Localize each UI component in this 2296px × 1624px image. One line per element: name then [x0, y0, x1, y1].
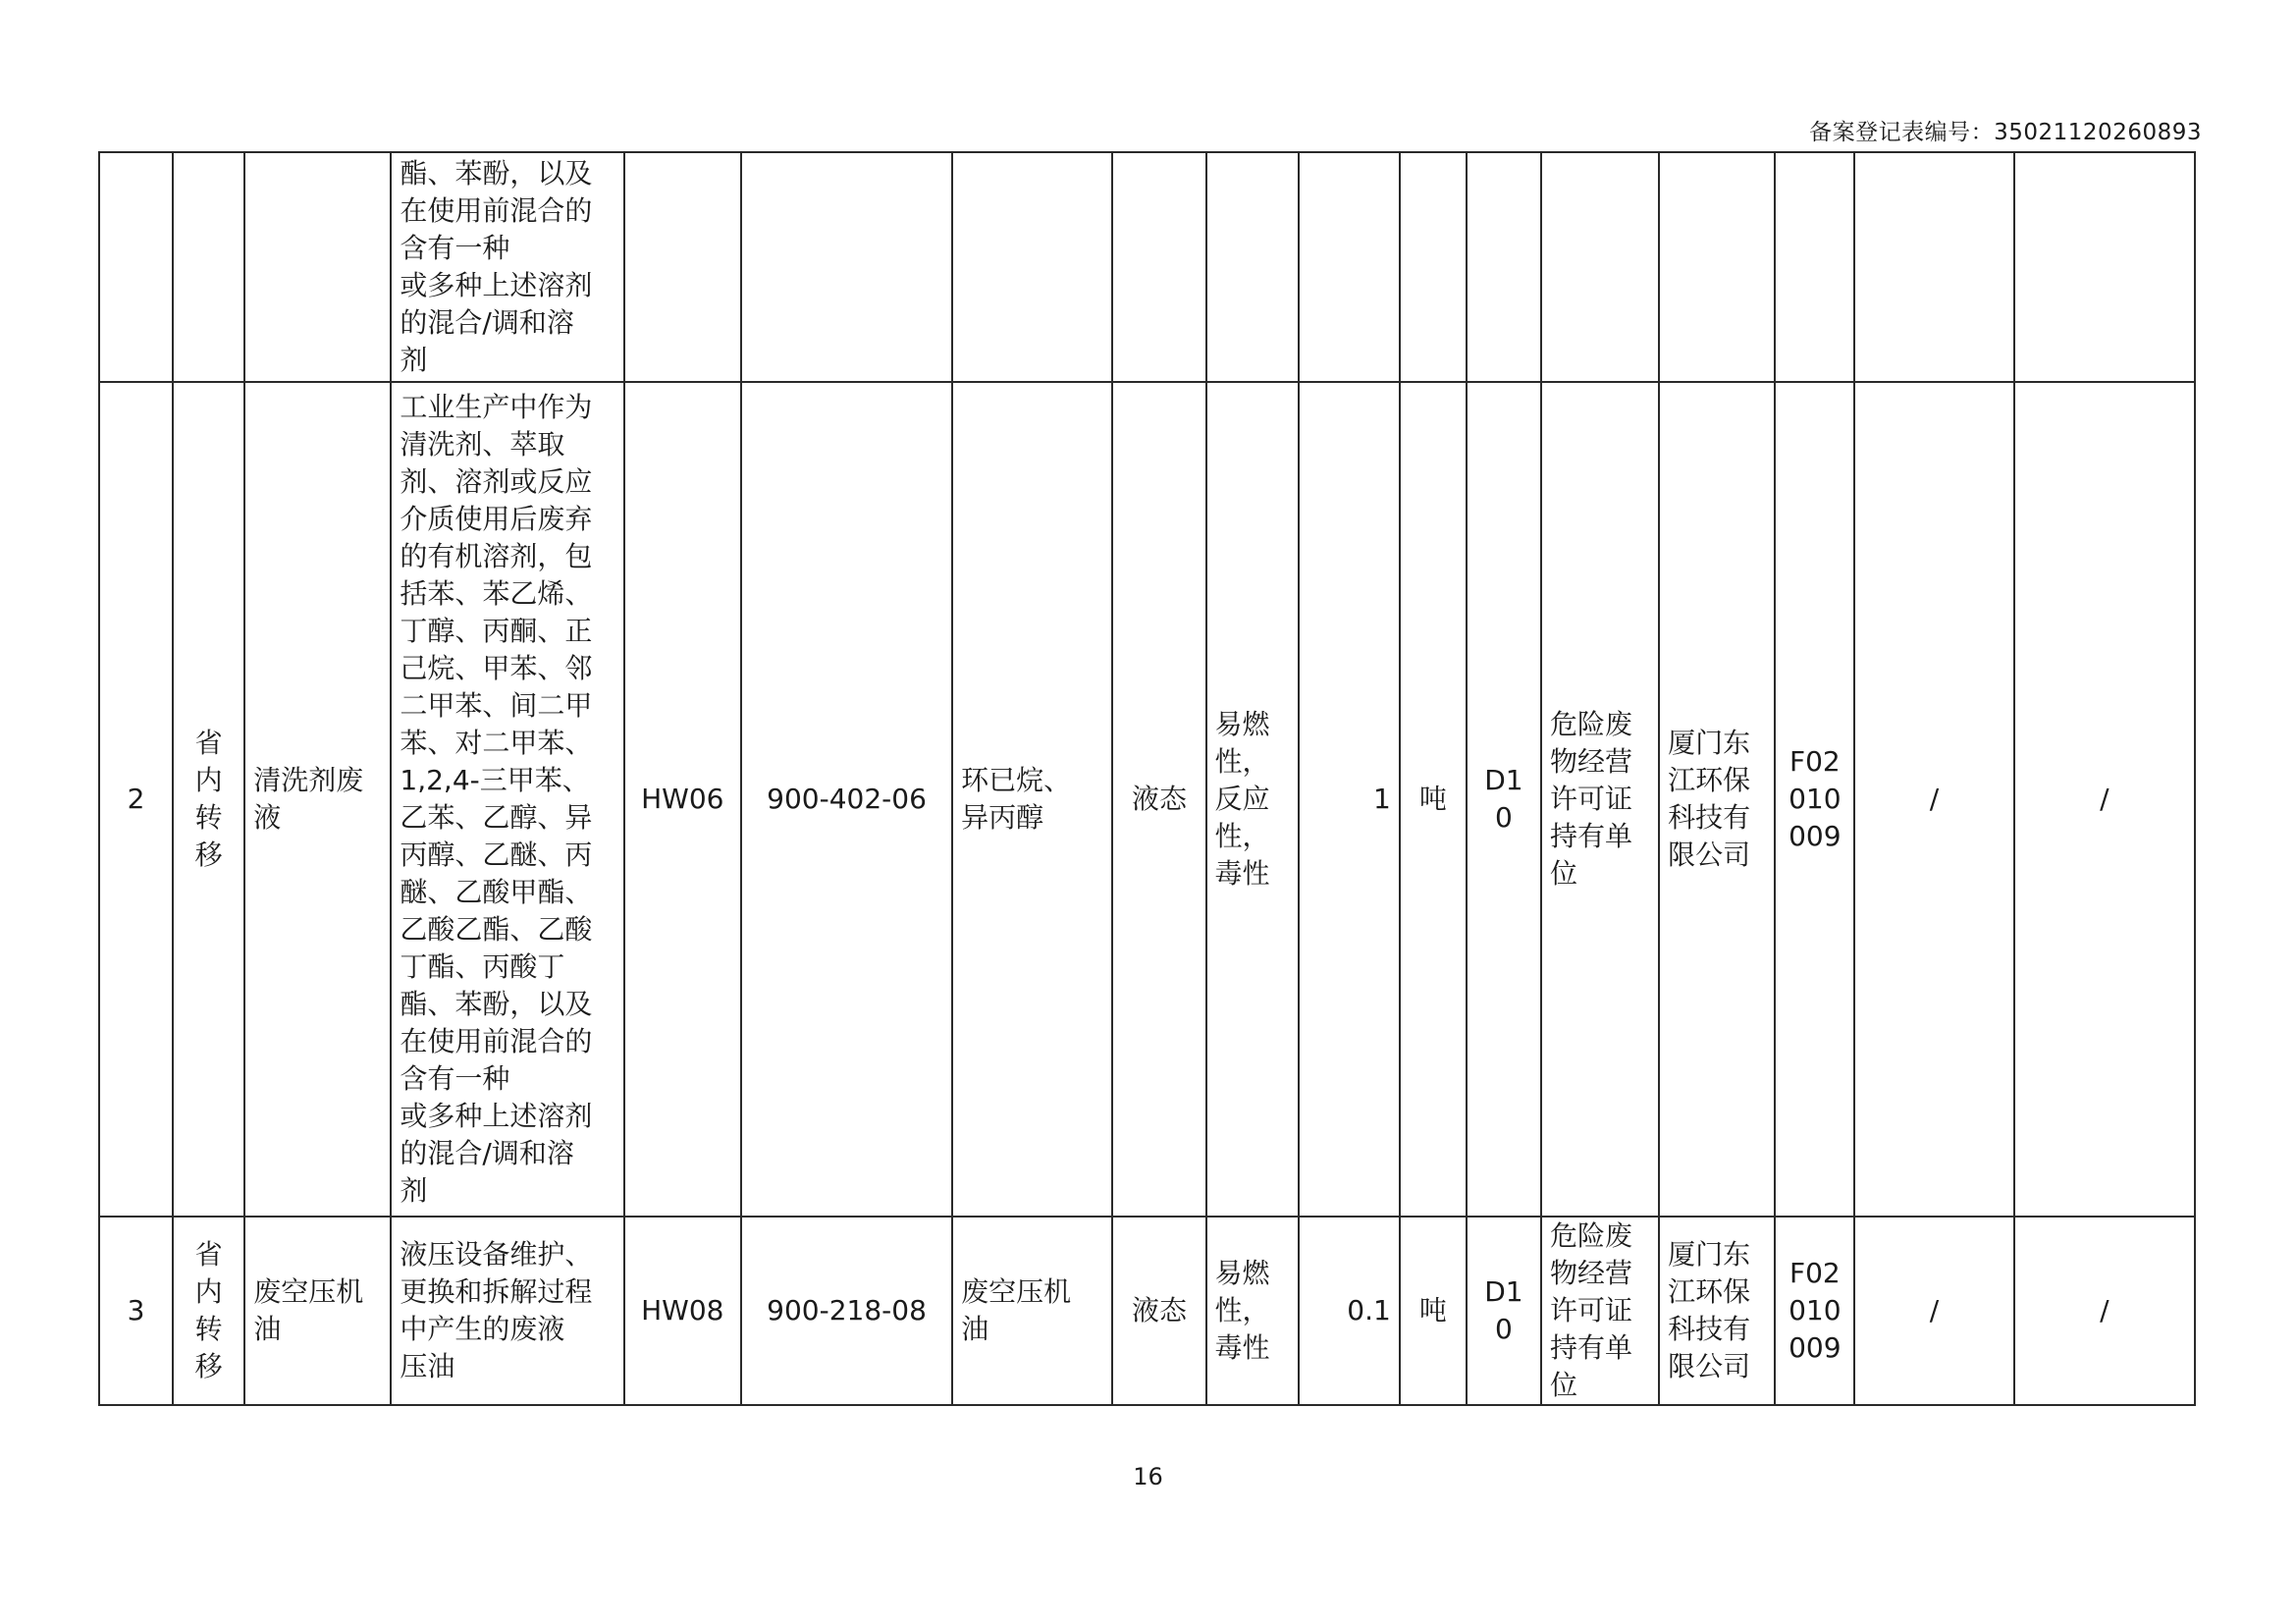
unit-cell	[1400, 382, 1467, 1217]
waste-category-cell	[624, 152, 741, 382]
disposal-method-line: 0	[1495, 801, 1513, 834]
waste-description-line: 或多种上述溶剂	[400, 269, 593, 301]
hazard-property-cell	[1206, 382, 1299, 1217]
waste-description-line: 压油	[400, 1350, 455, 1382]
waste-description-line: 的有机溶剂，包	[400, 540, 593, 572]
receiver-name-line: 限公司	[1668, 1350, 1751, 1382]
waste-description-line: 乙酸乙酯、乙酸	[400, 913, 593, 946]
license-number-line: F02	[1789, 1257, 1841, 1289]
disposal-method-line: D1	[1484, 764, 1523, 796]
hazard-property-line: 易燃	[1214, 1257, 1270, 1289]
waste-description-line: 在使用前混合的	[400, 194, 593, 227]
hazard-property-cell	[1206, 152, 1299, 382]
receiver-name-line: 科技有	[1668, 801, 1751, 834]
waste-description-line: 含有一种	[400, 1062, 510, 1095]
quantity-cell	[1299, 152, 1400, 382]
transfer-type-line: 内	[194, 764, 223, 796]
quantity-cell	[1299, 1217, 1400, 1405]
waste-description-line: 己烷、甲苯、邻	[400, 652, 593, 684]
row-number-cell	[99, 1217, 173, 1405]
waste-name-cell	[244, 1217, 391, 1405]
page-number: 16	[1133, 1463, 1163, 1490]
receiver-type-cell	[1541, 1217, 1659, 1405]
hazard-property-line: 易燃	[1214, 708, 1270, 740]
disposal-method-cell	[1467, 152, 1541, 382]
waste-description-line: 酯、苯酚，以及	[400, 988, 593, 1020]
receiver-name-cell	[1659, 1217, 1775, 1405]
transfer-type-cell	[173, 382, 244, 1217]
waste-description-line: 工业生产中作为	[400, 391, 593, 423]
waste-description-line: 剂、溶剂或反应	[400, 465, 593, 498]
quantity-cell	[1299, 382, 1400, 1217]
quantity: 1	[1372, 783, 1391, 815]
physical-form-cell	[1112, 152, 1205, 382]
waste-description-line: 酯、苯酚，以及	[400, 157, 593, 189]
record-id: 备案登记表编号：35021120260893	[1809, 120, 2202, 145]
hazard-component-line: 废空压机	[961, 1275, 1072, 1308]
waste-description-line: 括苯、苯乙烯、	[400, 577, 593, 610]
table-row	[99, 152, 2195, 382]
waste-description-cell	[391, 382, 623, 1217]
receiver-type-line: 危险废	[1549, 1219, 1632, 1252]
waste-description-cell	[391, 152, 623, 382]
hazard-property-line: 毒性	[1214, 1331, 1270, 1364]
hazard-component-line: 油	[961, 1313, 989, 1345]
waste-description-line: 醚、乙酸甲酯、	[400, 876, 593, 908]
quantity: 0.1	[1347, 1294, 1391, 1326]
extra-col-2-cell	[2014, 1217, 2195, 1405]
extra-col-1: /	[1929, 783, 1940, 815]
hazard-component-line: 环已烷、	[961, 764, 1072, 796]
transfer-type-line: 转	[194, 1313, 223, 1345]
physical-form-cell	[1112, 382, 1205, 1217]
receiver-type-line: 危险废	[1549, 708, 1632, 740]
waste-name-line: 液	[253, 801, 282, 834]
waste-description-line: 中产生的废液	[400, 1313, 565, 1345]
license-number-cell	[1775, 1217, 1854, 1405]
waste-description-line: 剂	[400, 344, 428, 376]
waste-description-line: 液压设备维护、	[400, 1238, 593, 1271]
hazard-property-line: 反应	[1214, 783, 1270, 815]
license-number-cell	[1775, 152, 1854, 382]
transfer-type-line: 转	[194, 801, 223, 834]
receiver-name-line: 科技有	[1668, 1313, 1751, 1345]
waste-description-line: 丁酯、丙酸丁	[400, 950, 565, 983]
unit-cell	[1400, 152, 1467, 382]
waste-description-line: 的混合/调和溶	[400, 306, 574, 339]
waste-description-line: 二甲苯、间二甲	[400, 689, 593, 722]
receiver-name-line: 限公司	[1668, 839, 1751, 871]
receiver-type-cell	[1541, 152, 1659, 382]
physical-form: 液态	[1131, 1294, 1187, 1326]
transfer-type-line: 移	[194, 839, 223, 871]
waste-description-line: 苯、对二甲苯、	[400, 727, 593, 759]
table-row	[99, 382, 2195, 1217]
waste-code-cell	[741, 1217, 952, 1405]
license-number-line: 010	[1789, 1294, 1842, 1326]
extra-col-1-cell	[1854, 382, 2013, 1217]
receiver-name-cell	[1659, 152, 1775, 382]
waste-description-line: 丙醇、乙醚、丙	[400, 839, 593, 871]
row-number: 2	[127, 783, 145, 815]
physical-form-cell	[1112, 1217, 1205, 1405]
hazard-component-cell	[952, 382, 1112, 1217]
hazard-property-line: 性，	[1214, 1294, 1270, 1326]
receiver-type-line: 物经营	[1549, 1257, 1632, 1289]
disposal-method-line: 0	[1495, 1313, 1513, 1345]
waste-category: HW06	[641, 783, 724, 815]
receiver-name-line: 厦门东	[1668, 1238, 1751, 1271]
waste-code-cell	[741, 152, 952, 382]
hazard-component-cell	[952, 152, 1112, 382]
license-number-line: 010	[1789, 783, 1842, 815]
waste-description-line: 的混合/调和溶	[400, 1137, 574, 1169]
transfer-type-line: 省	[194, 1238, 223, 1271]
receiver-type-line: 位	[1549, 1369, 1577, 1401]
waste-description-line: 丁醇、丙酮、正	[400, 615, 593, 647]
receiver-name-line: 江环保	[1668, 1275, 1751, 1308]
extra-col-1: /	[1929, 1294, 1940, 1326]
receiver-name-line: 厦门东	[1668, 727, 1751, 759]
waste-name-cell	[244, 152, 391, 382]
waste-description-line: 1,2,4-三甲苯、	[400, 764, 590, 796]
receiver-type-cell	[1541, 382, 1659, 1217]
receiver-type-line: 许可证	[1549, 1294, 1632, 1326]
receiver-type-line: 位	[1549, 857, 1577, 890]
unit: 吨	[1418, 1294, 1447, 1326]
disposal-method-cell	[1467, 1217, 1541, 1405]
waste-description-cell	[391, 1217, 623, 1405]
receiver-type-line: 持有单	[1549, 1331, 1632, 1364]
waste-description-line: 乙苯、乙醇、异	[400, 801, 593, 834]
row-number: 3	[127, 1294, 145, 1326]
unit: 吨	[1418, 783, 1447, 815]
hazard-property-cell	[1206, 1217, 1299, 1405]
waste-description-line: 介质使用后废弃	[400, 503, 593, 535]
hazard-component-line: 异丙醇	[961, 801, 1044, 834]
waste-category-cell	[624, 1217, 741, 1405]
waste-code: 900-218-08	[767, 1294, 927, 1326]
transfer-type-line: 省	[194, 727, 223, 759]
waste-name-line: 清洗剂废	[253, 764, 364, 796]
waste-description-line: 在使用前混合的	[400, 1025, 593, 1057]
transfer-type-line: 内	[194, 1275, 223, 1308]
hazardous-waste-table	[98, 151, 2196, 1406]
receiver-name-line: 江环保	[1668, 764, 1751, 796]
extra-col-2-cell	[2014, 382, 2195, 1217]
transfer-type-cell	[173, 152, 244, 382]
transfer-type-line: 移	[194, 1350, 223, 1382]
license-number-line: 009	[1789, 820, 1842, 852]
disposal-method-line: D1	[1484, 1275, 1523, 1308]
physical-form: 液态	[1131, 783, 1187, 815]
hazard-property-line: 性，	[1214, 745, 1270, 778]
waste-category-cell	[624, 382, 741, 1217]
license-number-cell	[1775, 382, 1854, 1217]
waste-name-cell	[244, 382, 391, 1217]
row-number-cell	[99, 382, 173, 1217]
receiver-type-line: 许可证	[1549, 783, 1632, 815]
waste-name-line: 油	[253, 1313, 282, 1345]
waste-category: HW08	[641, 1294, 724, 1326]
receiver-type-line: 持有单	[1549, 820, 1632, 852]
transfer-type-cell	[173, 1217, 244, 1405]
waste-code-cell	[741, 382, 952, 1217]
extra-col-1-cell	[1854, 152, 2013, 382]
hazard-property-line: 毒性	[1214, 857, 1270, 890]
unit-cell	[1400, 1217, 1467, 1405]
license-number-line: 009	[1789, 1331, 1842, 1364]
license-number-line: F02	[1789, 745, 1841, 778]
hazard-property-line: 性，	[1214, 820, 1270, 852]
table-row	[99, 1217, 2195, 1405]
extra-col-2: /	[2100, 783, 2109, 815]
receiver-name-cell	[1659, 382, 1775, 1217]
receiver-type-line: 物经营	[1549, 745, 1632, 778]
waste-code: 900-402-06	[767, 783, 927, 815]
extra-col-2-cell	[2014, 152, 2195, 382]
waste-description-line: 含有一种	[400, 232, 510, 264]
disposal-method-cell	[1467, 382, 1541, 1217]
row-number-cell	[99, 152, 173, 382]
waste-name-line: 废空压机	[253, 1275, 364, 1308]
extra-col-1-cell	[1854, 1217, 2013, 1405]
waste-description-line: 清洗剂、萃取	[400, 428, 565, 460]
extra-col-2: /	[2100, 1294, 2109, 1326]
hazard-component-cell	[952, 1217, 1112, 1405]
waste-description-line: 或多种上述溶剂	[400, 1100, 593, 1132]
waste-description-line: 剂	[400, 1174, 428, 1207]
waste-description-line: 更换和拆解过程	[400, 1275, 593, 1308]
